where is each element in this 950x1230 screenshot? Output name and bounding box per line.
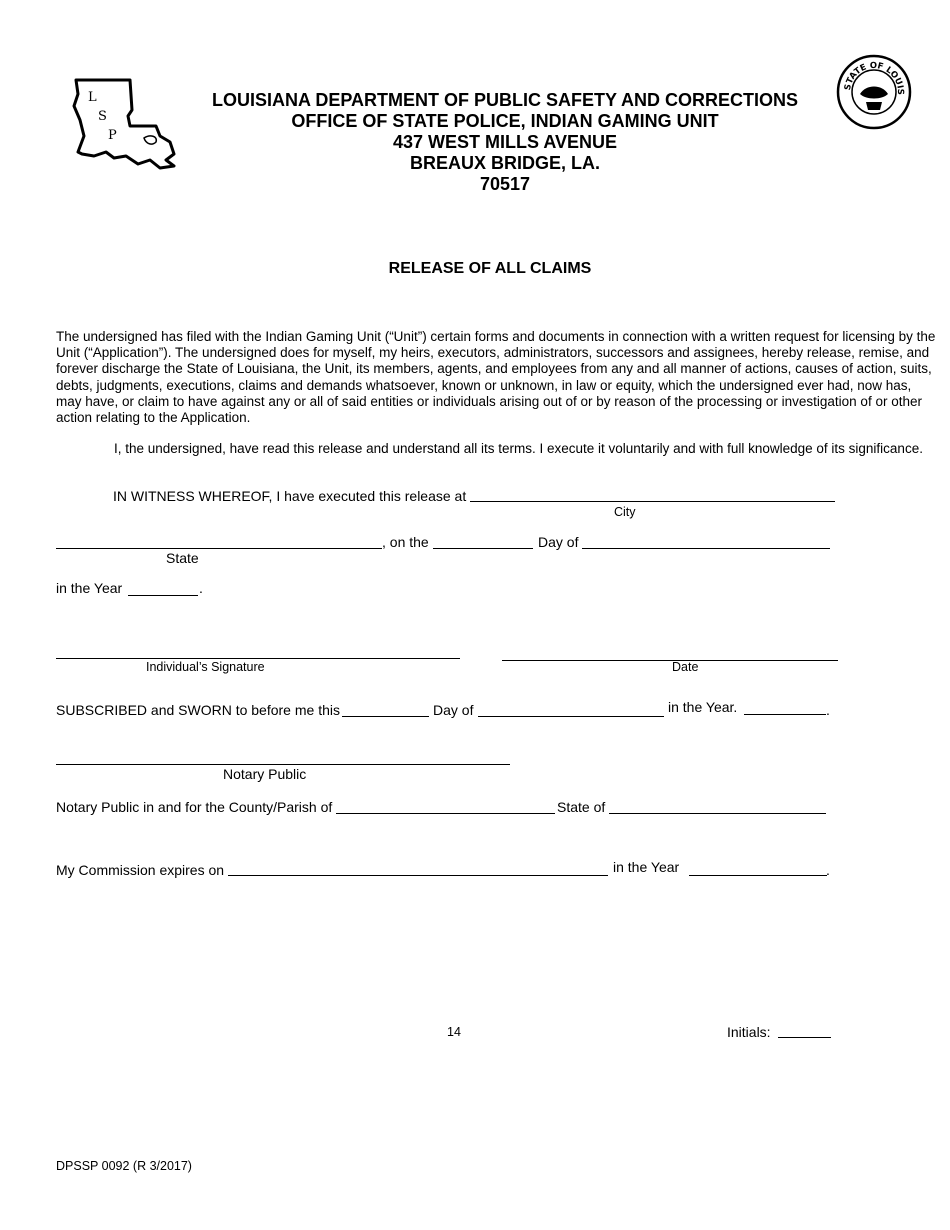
commission-date-field[interactable] bbox=[228, 875, 608, 876]
witness-day-of-text: Day of bbox=[538, 534, 579, 550]
individual-signature-field[interactable] bbox=[56, 658, 460, 659]
header-line-office: OFFICE OF STATE POLICE, INDIAN GAMING UNIT bbox=[291, 111, 719, 131]
header-line-street: 437 WEST MILLS AVENUE bbox=[392, 132, 618, 152]
witness-year-text: in the Year bbox=[56, 580, 123, 596]
acknowledgement-paragraph: I, the undersigned, have read this release and understand all its terms. I execute it voluntarily and with full knowledge of its significance. bbox=[114, 441, 923, 456]
initials-label: Initials: bbox=[727, 1024, 771, 1040]
sworn-day-of-text: Day of bbox=[433, 702, 474, 718]
county-parish-field[interactable] bbox=[336, 813, 555, 814]
header-line-department: LOUISIANA DEPARTMENT OF PUBLIC SAFETY AND CORRECTIONS bbox=[211, 90, 798, 110]
header-line-zip: 70517 bbox=[479, 174, 531, 194]
witness-year-period: . bbox=[199, 580, 203, 596]
louisiana-seal-icon bbox=[836, 54, 912, 130]
commission-year-text: in the Year bbox=[613, 859, 680, 875]
commission-expires-text: My Commission expires on bbox=[56, 862, 225, 878]
logo-letter-p: P bbox=[108, 128, 117, 143]
commission-year-period: . bbox=[826, 862, 830, 878]
signature-date-field[interactable] bbox=[502, 660, 838, 661]
witness-text: IN WITNESS WHEREOF, I have executed this release at bbox=[113, 488, 467, 504]
state-field[interactable] bbox=[56, 548, 382, 549]
individual-signature-label: Individual’s Signature bbox=[146, 660, 265, 674]
subscribed-text: SUBSCRIBED and SWORN to before me this bbox=[56, 702, 340, 718]
city-field[interactable] bbox=[470, 501, 835, 502]
on-the-text: , on the bbox=[382, 534, 429, 550]
state-label: State bbox=[166, 550, 199, 566]
witness-year-field[interactable] bbox=[128, 595, 198, 596]
sworn-day-field[interactable] bbox=[342, 716, 429, 717]
sworn-month-field[interactable] bbox=[478, 716, 664, 717]
initials-field[interactable] bbox=[778, 1037, 831, 1038]
state-seal bbox=[836, 54, 912, 130]
state-of-text: State of bbox=[557, 799, 606, 815]
commission-year-field[interactable] bbox=[689, 875, 827, 876]
document-title: RELEASE OF ALL CLAIMS bbox=[388, 260, 592, 277]
sworn-year-field[interactable] bbox=[744, 714, 826, 715]
agency-header bbox=[180, 90, 830, 195]
logo-letter-l: L bbox=[88, 90, 97, 105]
notary-state-field[interactable] bbox=[609, 813, 826, 814]
notary-public-label: Notary Public bbox=[223, 766, 307, 782]
city-label: City bbox=[614, 505, 636, 519]
page-number: 14 bbox=[447, 1025, 461, 1039]
form-number: DPSSP 0092 (R 3/2017) bbox=[56, 1159, 192, 1173]
witness-day-field[interactable] bbox=[433, 548, 533, 549]
release-paragraph: The undersigned has filed with the Indian Gaming Unit (“Unit”) certain forms and documents in connection with a written request for licensing by the Unit (“Application”). The undersigned does for myself, my heirs, executors, administrators, successors and assignees, hereby release, remise, and forever discharge the State of Louisiana, the Unit, its members, agents, and employees from any and all manner of actions, causes of action, suits, debts, judgments, executions, claims and demands whatsoever, known or unknown, in law or equity, which the undersigned ever had, now has, may have, or claim to have against any or all of said entities or individuals arising out of or by reason of the processing or investigation of or other action relating to the Application. bbox=[56, 329, 936, 426]
county-parish-text: Notary Public in and for the County/Parish of bbox=[56, 799, 333, 815]
logo-letter-s: S bbox=[98, 109, 107, 124]
notary-signature-field[interactable] bbox=[56, 764, 510, 765]
lsp-logo bbox=[70, 76, 180, 172]
header-line-city: BREAUX BRIDGE, LA. bbox=[409, 153, 600, 173]
witness-month-field[interactable] bbox=[582, 548, 830, 549]
sworn-year-text: in the Year. bbox=[668, 699, 738, 715]
louisiana-map-icon bbox=[70, 76, 180, 172]
sworn-year-period: . bbox=[826, 702, 830, 718]
signature-date-label: Date bbox=[672, 660, 699, 674]
seal-text: STATE OF LOUIS bbox=[842, 60, 906, 95]
